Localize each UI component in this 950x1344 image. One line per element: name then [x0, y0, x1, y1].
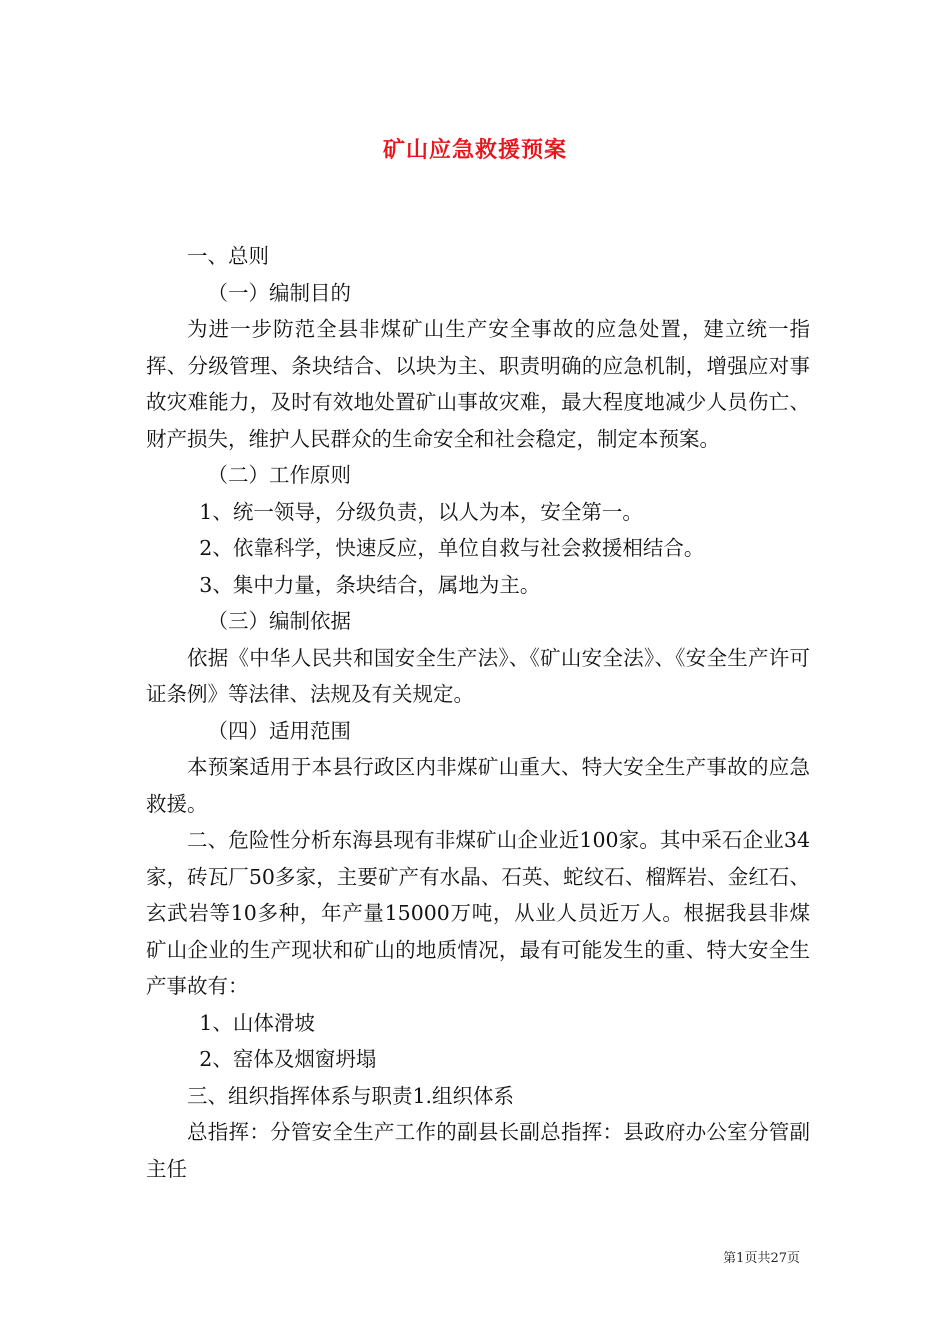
subsection-heading-basis: （三）编制依据	[207, 609, 351, 633]
page-number: 第1页共27页	[723, 1251, 800, 1266]
subsection-heading-scope: （四）适用范围	[207, 718, 351, 743]
document-body	[146, 238, 810, 1187]
section-heading-organization: 三、组织指挥体系与职责1.组织体系	[187, 1083, 515, 1108]
paragraph-basis: 依据《中华人民共和国安全生产法》、《矿山安全法》、《安全生产许可证条例》等法律、法规及有关规定。	[146, 645, 810, 706]
risk-item-2: 2、窑体及烟窗坍塌	[199, 1047, 377, 1071]
principle-item-2: 2、依靠科学，快速反应，单位自救与社会救援相结合。	[199, 536, 705, 560]
paragraph-commander: 总指挥：分管安全生产工作的副县长副总指挥：县政府办公室分管副主任	[146, 1120, 810, 1181]
risk-item-1: 1、山体滑坡	[199, 1010, 315, 1035]
principle-item-3: 3、集中力量，条块结合，属地为主。	[199, 572, 541, 597]
paragraph-risk-analysis: 二、危险性分析东海县现有非煤矿山企业近100家。其中采石企业34家，砖瓦厂50多家，主要矿产有水晶、石英、蛇纹石、榴辉岩、金红石、玄武岩等10多种，年产量15000万吨，从业人员近万人。根据我县非煤矿山企业的生产现状和矿山的地质情况，最有可能发生的重、特大安全生产事故有：	[146, 828, 810, 998]
principle-item-1: 1、统一领导，分级负责，以人为本，安全第一。	[199, 499, 643, 524]
page-title: 矿山应急救援预案	[382, 137, 567, 163]
paragraph-scope: 本预案适用于本县行政区内非煤矿山重大、特大安全生产事故的应急救援。	[146, 755, 810, 816]
subsection-heading-purpose: （一）编制目的	[207, 280, 351, 305]
section-heading-general: 一、总则	[187, 244, 269, 268]
subsection-heading-principles: （二）工作原则	[207, 463, 351, 487]
paragraph-purpose: 为进一步防范全县非煤矿山生产安全事故的应急处置，建立统一指挥、分级管理、条块结合、以块为主、职责明确的应急机制，增强应对事故灾难能力，及时有效地处置矿山事故灾难，最大程度地减少人员伤亡、财产损失，维护人民群众的生命安全和社会稳定，制定本预案。	[146, 317, 810, 451]
